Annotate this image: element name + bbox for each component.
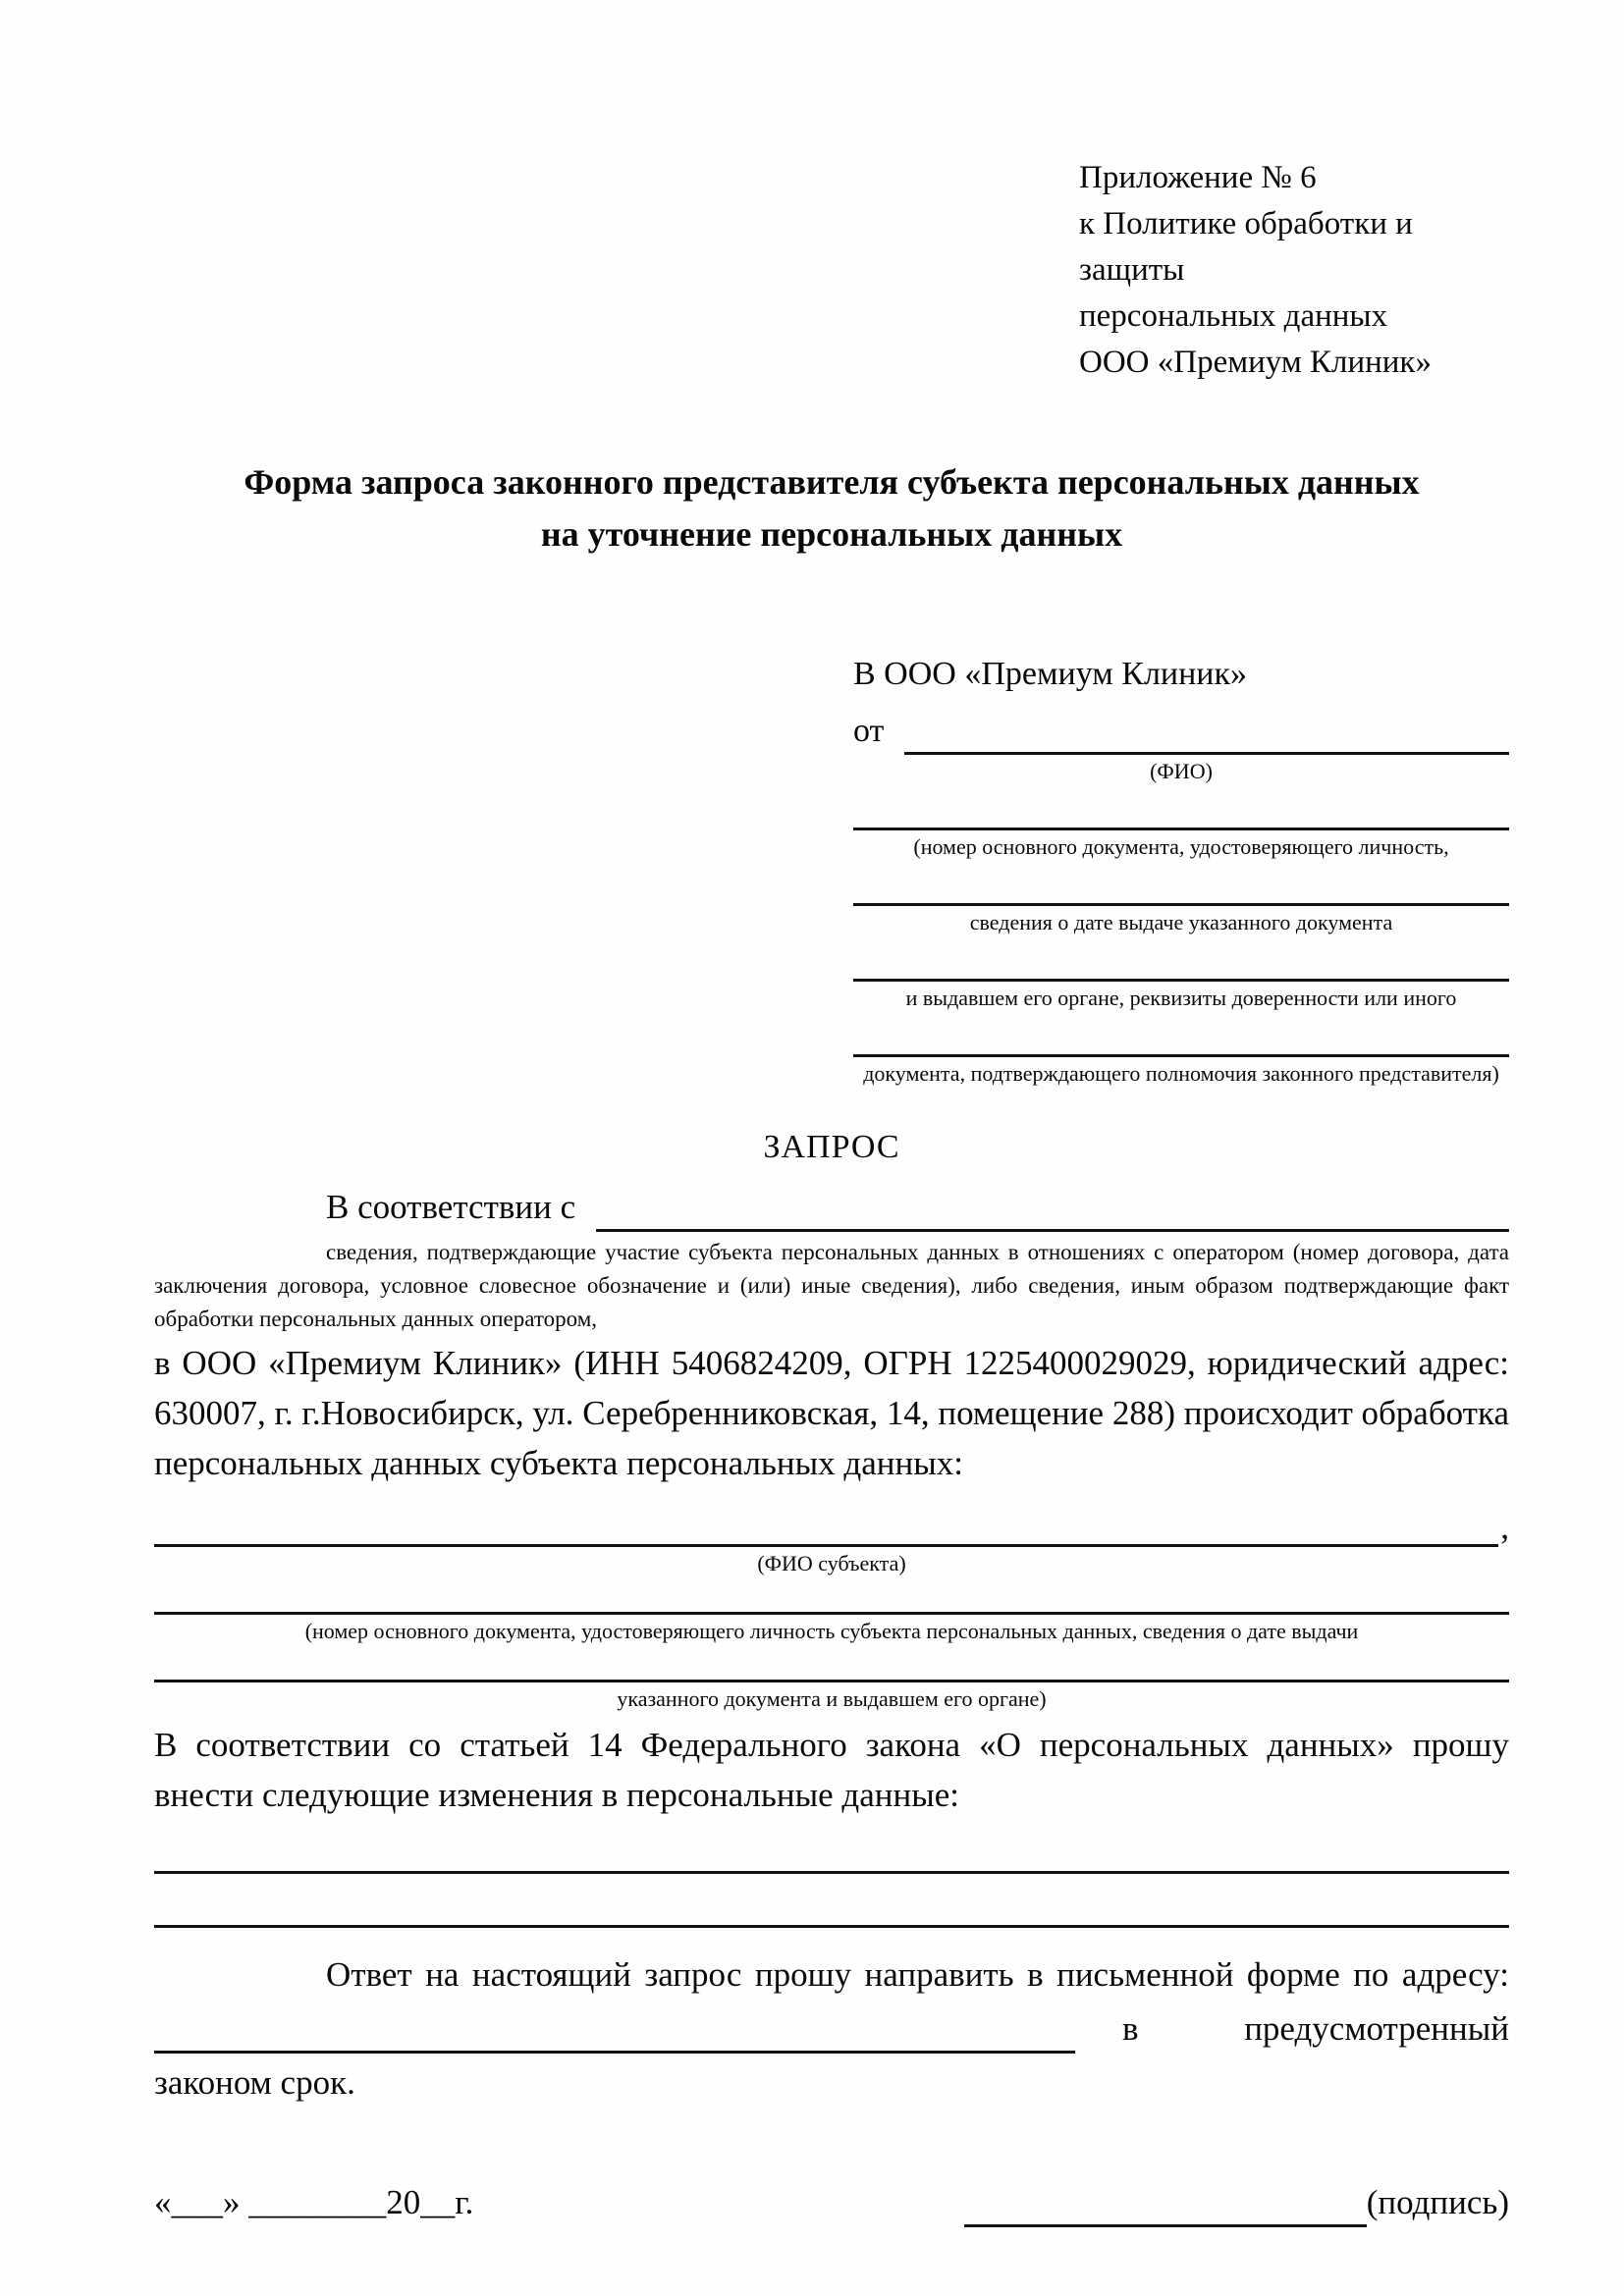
answer-tail [1075, 2003, 1509, 2054]
signature-blank-line [964, 2188, 1367, 2227]
trailing-comma: , [1500, 1508, 1509, 1546]
subject-fio-caption: (ФИО субъекта) [757, 1551, 906, 1575]
fio-caption: (ФИО) [1150, 759, 1213, 783]
subject-document-field [154, 1612, 1509, 1644]
answer-address-field [154, 2003, 1509, 2054]
answer-term-line: законом срок. [154, 2063, 355, 2102]
appendix-company: ООО «Премиум Клиник» [1079, 345, 1432, 380]
document-number-caption: (номер основного документа, удостоверяющего личность, [913, 834, 1449, 859]
issuing-authority-caption: и выдавшем его органе, реквизиты доверенности или иного [905, 986, 1457, 1010]
document-title [154, 456, 1509, 561]
fio-blank-line [904, 716, 1509, 755]
signature-caption: (подпись) [1366, 2183, 1509, 2221]
accordance-footnote: сведения, подтверждающие участие субъекта персональных данных в отношениях с оператором (номер договора, дата заключения договора, условное словесное обозначение и (или) иные сведения), либо сведения, иным образом подтверждающие факт обработки персональных данных оператором, [154, 1240, 1509, 1331]
address-blank-line [154, 2010, 1075, 2054]
answer-tail-word2: предусмотренный [1244, 2009, 1509, 2048]
authority-document-field [853, 1054, 1509, 1087]
authority-document-caption: документа, подтверждающего полномочия законного представителя) [863, 1061, 1499, 1086]
subject-fio-field [154, 1504, 1509, 1547]
date-field: «___» ________20__г. [154, 2183, 474, 2221]
document-title-line2: на уточнение персональных данных [540, 514, 1123, 554]
date-signature-row [154, 2178, 1509, 2227]
answer-tail-word1: в [1122, 2009, 1139, 2048]
addressee-block [853, 651, 1509, 1087]
appendix-header [1079, 155, 1509, 386]
subject-fio-blank-line [154, 1504, 1498, 1547]
issuing-authority-field [853, 979, 1509, 1011]
changes-blank-line-2 [154, 1925, 1509, 1928]
signature-field [964, 2178, 1509, 2227]
accordance-blank-line [596, 1189, 1509, 1232]
from-label: от [853, 713, 893, 749]
addressee-organization: В ООО «Премиум Клиник» [853, 656, 1248, 692]
accordance-field [154, 1183, 1509, 1232]
operator-paragraph: в ООО «Премиум Клиник» (ИНН 5406824209, ОГРН 1225400029029, юридический адрес: 630007, г. г.Новосибирск, ул. Серебренниковская, 14, помещение 288) происходит обработка персональных данных субъекта персональных данных: [154, 1344, 1509, 1482]
appendix-number: Приложение № 6 [1079, 160, 1317, 195]
law-paragraph: В соответствии со статьей 14 Федерального закона «О персональных данных» прошу внести следующие изменения в персональные данные: [154, 1726, 1509, 1814]
appendix-policy-line2: персональных данных [1079, 298, 1388, 334]
issue-date-caption: сведения о дате выдаче указанного документа [969, 910, 1393, 934]
appendix-policy-line: к Политике обработки и защиты [1079, 206, 1413, 288]
issue-date-field [853, 903, 1509, 935]
changes-blank-line-1 [154, 1871, 1509, 1874]
subject-authority-field [154, 1680, 1509, 1712]
request-heading: ЗАПРОС [763, 1129, 900, 1165]
document-title-line1: Форма запроса законного представителя субъекта персональных данных [244, 462, 1420, 502]
from-field [853, 708, 1509, 755]
document-number-field [853, 828, 1509, 860]
accordance-label: В соответствии с [326, 1188, 584, 1226]
subject-authority-caption: указанного документа и выдавшем его органе) [617, 1686, 1047, 1711]
answer-request-line: Ответ на настоящий запрос прошу направить в письменной форме по адресу: [326, 1955, 1509, 1994]
subject-document-caption: (номер основного документа, удостоверяющего личность субъекта персональных данных, сведения о дате выдачи [304, 1619, 1359, 1643]
